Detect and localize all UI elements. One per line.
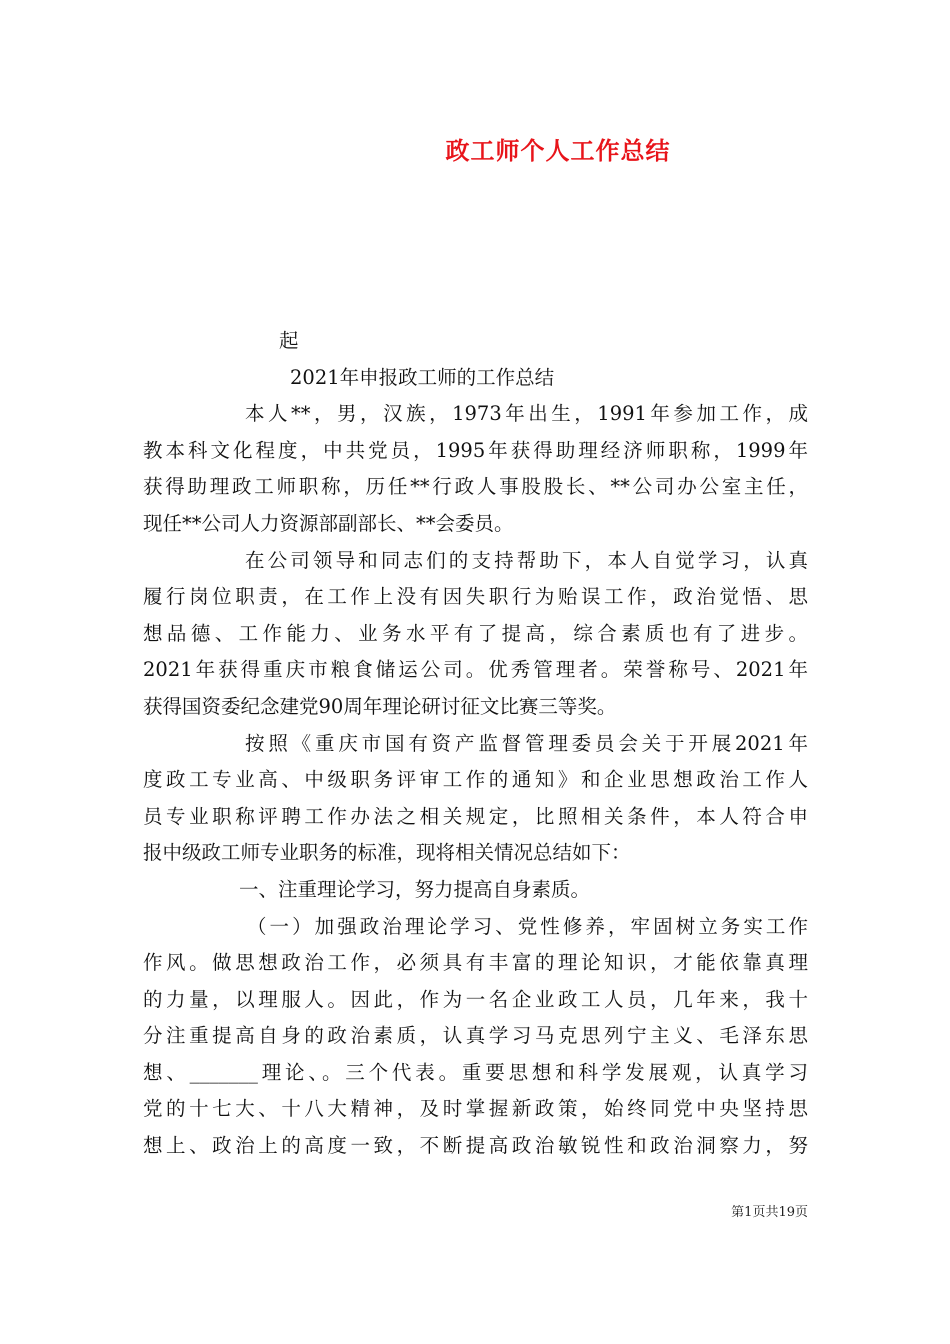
text-line: 教本科文化程度，中共党员，1995年获得助理经济师职称，1999年 (143, 438, 808, 462)
text-line: （一）加强政治理论学习、党性修养，牢固树立务实工作 (247, 914, 808, 938)
text-line: 作风。做思想政治工作，必须具有丰富的理论知识，才能依靠真理 (143, 951, 808, 975)
document-title: 政工师个人工作总结 (445, 136, 671, 165)
text-line: 获得助理政工师职称，历任**行政人事股股长、**公司办公室主任， (143, 475, 808, 499)
section-subtitle: 2021年申报政工师的工作总结 (290, 365, 555, 389)
text-line: 报中级政工师专业职务的标准，现将相关情况总结如下： (143, 841, 631, 865)
text-line: 党的十七大、十八大精神，及时掌握新政策，始终同党中央坚持思 (143, 1097, 808, 1121)
document-body (143, 323, 808, 1165)
text-line: 想、_______理论、。三个代表。重要思想和科学发展观，认真学习 (143, 1060, 808, 1084)
section-heading: 一、注重理论学习，努力提高自身素质。 (239, 877, 591, 901)
text-line: 按照《重庆市国有资产监督管理委员会关于开展2021年 (245, 731, 808, 755)
text-line: 在公司领导和同志们的支持帮助下，本人自觉学习，认真 (245, 548, 808, 572)
text-line: 现任**公司人力资源部副部长、**会委员。 (143, 511, 514, 535)
text-line: 的力量，以理服人。因此，作为一名企业政工人员，几年来，我十 (143, 987, 808, 1011)
text-line: 2021年获得重庆市粮食储运公司。优秀管理者。荣誉称号、2021年 (143, 658, 808, 682)
text-line: 想品德、工作能力、业务水平有了提高，综合素质也有了进步。 (143, 621, 808, 645)
text-line: 本人**，男，汉族，1973年出生，1991年参加工作，成 (245, 402, 808, 426)
text-line: 度政工专业高、中级职务评审工作的通知》和企业思想政治工作人 (143, 768, 808, 792)
text-line: 分注重提高自身的政治素质，认真学习马克思列宁主义、毛泽东思 (143, 1024, 808, 1048)
text-line: 起 (279, 329, 299, 352)
text-line: 员专业职称评聘工作办法之相关规定，比照相关条件，本人符合申 (143, 804, 808, 828)
text-line: 想上、政治上的高度一致，不断提高政治敏锐性和政治洞察力，努 (143, 1134, 808, 1158)
page-number: 第1页共19页 (731, 1205, 808, 1220)
text-line: 履行岗位职责，在工作上没有因失职行为贻误工作，政治觉悟、思 (143, 585, 808, 609)
text-line: 获得国资委纪念建党90周年理论研讨征文比赛三等奖。 (143, 694, 617, 718)
